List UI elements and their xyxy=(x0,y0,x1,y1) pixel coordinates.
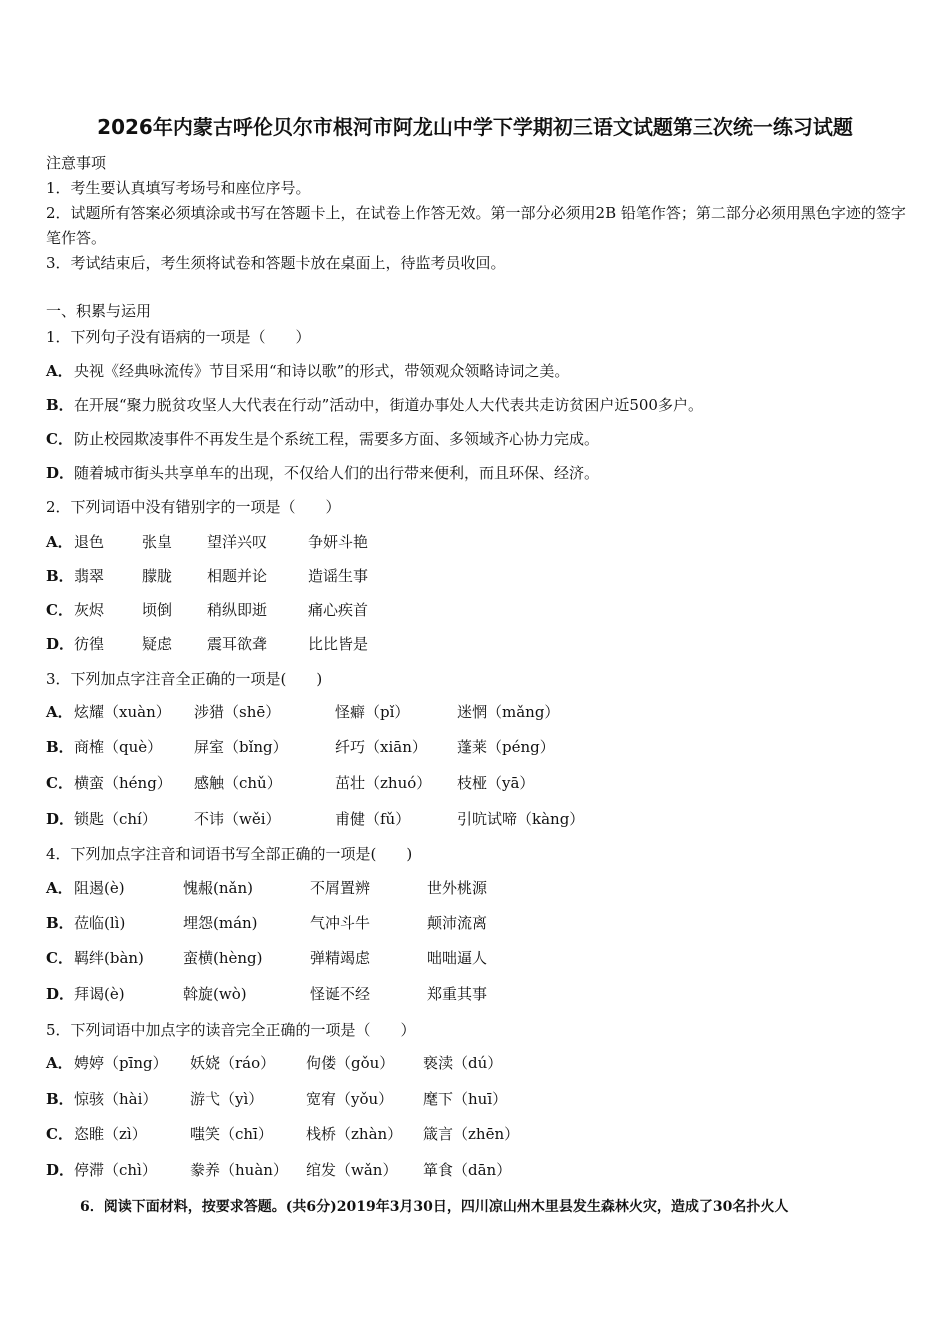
note-item: 1．考生要认真填写考场号和座位序号。 xyxy=(46,179,311,197)
option-item: 宽宥（yǒu） xyxy=(306,1090,394,1108)
option-item: 感触（chǔ） xyxy=(194,774,282,792)
note-item: 2．试题所有答案必须填涂或书写在答题卡上，在试卷上作答无效。第一部分必须用2B 铅笔作答；第二部分必须用黑色字迹的签字笔作答。 xyxy=(46,204,906,247)
option-item: 彷徨 xyxy=(74,635,105,653)
option-item: 在开展“聚力脱贫攻坚人大代表在行动”活动中，街道办事处人大代表共走访贫困户近500多户。 xyxy=(74,396,703,414)
option-item: 防止校园欺凌事件不再发生是个系统工程，需要多方面、多领域齐心协力完成。 xyxy=(74,430,600,448)
option-item: 甫健（fǔ） xyxy=(335,810,411,828)
option-c xyxy=(46,772,534,793)
option-item: 纤巧（xiān） xyxy=(335,738,427,756)
option-item: 锁匙（chí） xyxy=(74,810,157,828)
option-d xyxy=(46,808,584,829)
option-label: A． xyxy=(46,703,73,721)
option-item: 朦胧 xyxy=(142,567,173,585)
page-title: 2026年内蒙古呼伦贝尔市根河市阿龙山中学下学期初三语文试题第三次统一练习试题 xyxy=(97,115,853,139)
option-item: 望洋兴叹 xyxy=(207,533,268,551)
note-item: 3．考试结束后，考生须将试卷和答题卡放在桌面上，待监考员收回。 xyxy=(46,254,506,272)
option-a xyxy=(46,531,368,552)
option-item: 豢养（huàn） xyxy=(190,1161,288,1179)
option-d xyxy=(46,462,599,483)
option-a xyxy=(46,1052,502,1073)
option-item: 亵渎（dú） xyxy=(423,1054,503,1072)
option-b xyxy=(46,1088,507,1109)
option-item: 停滞（chì） xyxy=(74,1161,157,1179)
option-item: 不屑置辨 xyxy=(310,879,371,897)
option-item: 莅临(lì) xyxy=(74,914,126,932)
option-item: 斡旋(wò) xyxy=(183,985,247,1003)
option-c xyxy=(46,1123,519,1144)
option-b xyxy=(46,394,703,415)
option-item: 蛮横(hèng) xyxy=(183,949,263,967)
option-item: 引吭试啼（kàng） xyxy=(457,810,585,828)
option-d xyxy=(46,983,487,1004)
question-4-stem: 4．下列加点字注音和词语书写全部正确的一项是( ) xyxy=(46,845,413,863)
option-item: 愧赧(nǎn) xyxy=(183,879,253,897)
option-item: 稍纵即逝 xyxy=(207,601,268,619)
question-6-stem: 6．阅读下面材料，按要求答题。(共6分)2019年3月30日，四川凉山州木里县发生森林火灾，造成了30名扑火人 xyxy=(80,1199,789,1215)
option-item: 弹精竭虑 xyxy=(310,949,371,967)
option-label: A． xyxy=(46,533,73,551)
option-item: 气冲斗牛 xyxy=(310,914,371,932)
option-label: D． xyxy=(46,464,75,482)
option-item: 翡翠 xyxy=(74,567,105,585)
question-3-stem: 3．下列加点字注音全正确的一项是( ) xyxy=(46,670,323,688)
option-label: C． xyxy=(46,774,73,792)
option-item: 游弋（yì） xyxy=(190,1090,264,1108)
option-label: A． xyxy=(46,879,73,897)
section-heading: 一、积累与运用 xyxy=(46,302,152,320)
option-item: 震耳欲聋 xyxy=(207,635,268,653)
option-item: 麾下（huī） xyxy=(423,1090,508,1108)
option-d xyxy=(46,633,368,654)
option-label: A． xyxy=(46,1054,73,1072)
option-a xyxy=(46,877,487,898)
option-item: 阻遏(è) xyxy=(74,879,125,897)
option-item: 比比皆是 xyxy=(308,635,369,653)
option-item: 郑重其事 xyxy=(427,985,488,1003)
option-label: B． xyxy=(46,738,74,756)
option-item: 灰烬 xyxy=(74,601,105,619)
option-item: 栈桥（zhàn） xyxy=(306,1125,403,1143)
option-b xyxy=(46,912,487,933)
option-item: 迷惘（mǎng） xyxy=(457,703,560,721)
option-label: B． xyxy=(46,567,74,585)
option-item: 怪诞不经 xyxy=(310,985,371,1003)
option-item: 拜谒(è) xyxy=(74,985,125,1003)
option-item: 茁壮（zhuó） xyxy=(335,774,432,792)
option-item: 绾发（wǎn） xyxy=(306,1161,398,1179)
option-item: 炫耀（xuàn） xyxy=(74,703,171,721)
option-a xyxy=(46,360,569,381)
option-label: B． xyxy=(46,914,74,932)
question-1-stem: 1．下列句子没有语病的一项是（ ） xyxy=(46,328,311,346)
option-label: C． xyxy=(46,430,73,448)
option-c xyxy=(46,599,368,620)
option-item: 张皇 xyxy=(142,533,173,551)
option-item: 屏室（bǐng） xyxy=(194,738,288,756)
option-item: 蓬莱（péng） xyxy=(457,738,555,756)
option-item: 枝桠（yā） xyxy=(457,774,535,792)
option-item: 咄咄逼人 xyxy=(427,949,488,967)
option-item: 恣睢（zì） xyxy=(74,1125,147,1143)
option-item: 羁绊(bàn) xyxy=(74,949,144,967)
option-item: 争妍斗艳 xyxy=(308,533,369,551)
option-item: 疑虑 xyxy=(142,635,173,653)
option-label: C． xyxy=(46,949,73,967)
question-2-stem: 2．下列词语中没有错别字的一项是（ ） xyxy=(46,498,341,516)
option-item: 怪癖（pǐ） xyxy=(335,703,410,721)
option-item: 惊骇（hài） xyxy=(74,1090,158,1108)
option-label: D． xyxy=(46,1161,75,1179)
option-item: 颠沛流离 xyxy=(427,914,488,932)
option-label: A． xyxy=(46,362,73,380)
option-label: D． xyxy=(46,810,75,828)
option-item: 相题并论 xyxy=(207,567,268,585)
option-item: 娉婷（pīng） xyxy=(74,1054,168,1072)
option-c xyxy=(46,947,487,968)
option-item: 涉猎（shē） xyxy=(194,703,281,721)
option-label: C． xyxy=(46,601,73,619)
notes-heading: 注意事项 xyxy=(46,154,107,172)
option-item: 箪食（dān） xyxy=(423,1161,512,1179)
option-item: 箴言（zhēn） xyxy=(423,1125,520,1143)
option-item: 嗤笑（chī） xyxy=(190,1125,273,1143)
option-item: 世外桃源 xyxy=(427,879,488,897)
option-a xyxy=(46,701,559,722)
option-label: D． xyxy=(46,985,75,1003)
option-label: C． xyxy=(46,1125,73,1143)
option-item: 佝偻（gǒu） xyxy=(306,1054,395,1072)
option-item: 随着城市街头共享单车的出现，不仅给人们的出行带来便利，而且环保、经济。 xyxy=(74,464,600,482)
notes xyxy=(46,151,916,276)
option-item: 不讳（wěi） xyxy=(194,810,281,828)
option-label: B． xyxy=(46,1090,74,1108)
option-label: B． xyxy=(46,396,74,414)
option-item: 商榷（què） xyxy=(74,738,163,756)
option-item: 妖娆（ráo） xyxy=(190,1054,276,1072)
option-d xyxy=(46,1159,511,1180)
option-item: 痛心疾首 xyxy=(308,601,369,619)
option-c xyxy=(46,428,599,449)
option-item: 横蛮（héng） xyxy=(74,774,172,792)
option-b xyxy=(46,736,555,757)
option-item: 埋怨(mán) xyxy=(183,914,258,932)
option-item: 顷倒 xyxy=(142,601,173,619)
question-5-stem: 5．下列词语中加点字的读音完全正确的一项是（ ） xyxy=(46,1021,416,1039)
option-label: D． xyxy=(46,635,75,653)
option-item: 退色 xyxy=(74,533,105,551)
option-b xyxy=(46,565,368,586)
option-item: 央视《经典咏流传》节目采用“和诗以歌”的形式，带领观众领略诗词之美。 xyxy=(74,362,570,380)
option-item: 造谣生事 xyxy=(308,567,369,585)
